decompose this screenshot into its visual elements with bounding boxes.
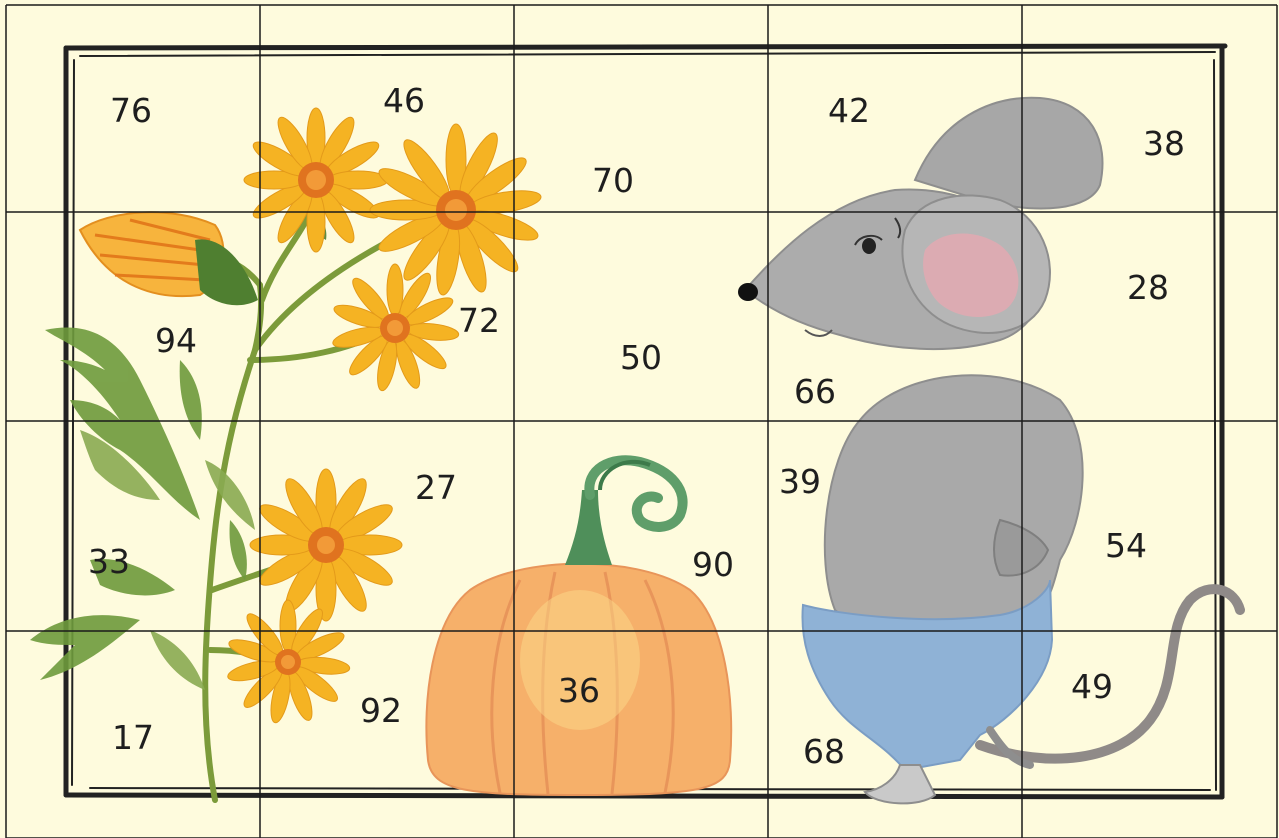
piece-number[interactable]: 54 (1105, 526, 1147, 565)
piece-number[interactable]: 72 (458, 301, 500, 340)
mouse (738, 98, 1240, 804)
piece-number[interactable]: 76 (110, 91, 152, 130)
piece-number[interactable]: 27 (415, 468, 457, 507)
piece-number[interactable]: 36 (558, 671, 600, 710)
piece-number[interactable]: 66 (794, 372, 836, 411)
piece-number[interactable]: 28 (1127, 268, 1169, 307)
pumpkin (426, 460, 731, 795)
flower-head-lower (250, 469, 402, 621)
piece-number[interactable]: 33 (88, 542, 130, 581)
piece-number[interactable]: 42 (828, 91, 870, 130)
piece-number[interactable]: 49 (1071, 667, 1113, 706)
piece-number[interactable]: 94 (155, 321, 197, 360)
piece-number[interactable]: 92 (360, 691, 402, 730)
flower-bud-left (80, 212, 258, 305)
piece-number[interactable]: 90 (692, 545, 734, 584)
piece-number[interactable]: 38 (1143, 124, 1185, 163)
flower-head-bottom (226, 600, 351, 724)
piece-number[interactable]: 39 (779, 462, 821, 501)
piece-number[interactable]: 50 (620, 338, 662, 377)
piece-number[interactable]: 46 (383, 81, 425, 120)
flower-head-top-left (244, 108, 388, 252)
piece-number[interactable]: 68 (803, 732, 845, 771)
piece-number[interactable]: 70 (592, 161, 634, 200)
piece-number[interactable]: 17 (112, 718, 154, 757)
